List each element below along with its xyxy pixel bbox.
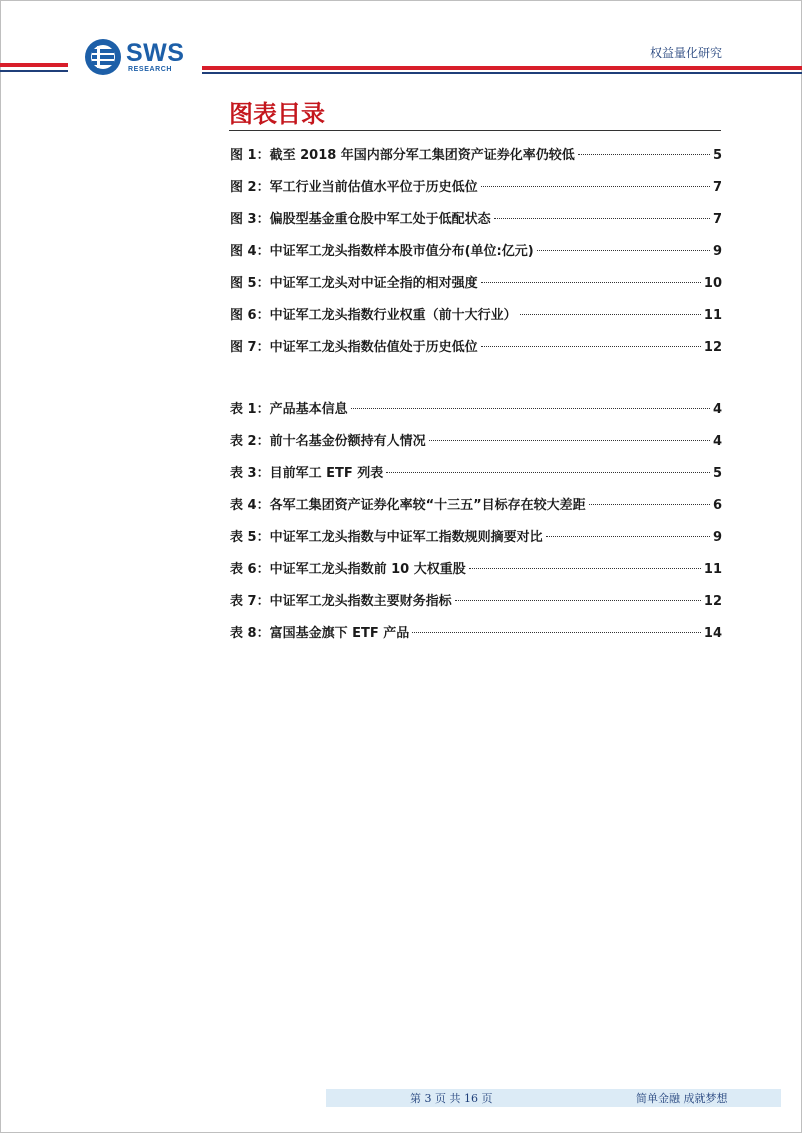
toc-entry-page: 5 [712, 466, 722, 481]
dot-leader [537, 250, 710, 251]
toc-entry-page: 7 [712, 180, 722, 195]
dot-leader [481, 186, 710, 187]
toc-entry-figure[interactable] [230, 242, 722, 274]
toc-entry-page: 5 [712, 148, 722, 163]
toc-entry-label: 图 6：中证军工龙头指数行业权重（前十大行业） [230, 308, 517, 323]
toc-entry-page: 14 [703, 626, 722, 641]
dot-leader [412, 632, 701, 633]
toc-entry-page: 9 [712, 244, 722, 259]
toc-entry-figure[interactable] [230, 146, 722, 178]
toc-title: 图表目录 [229, 100, 325, 128]
toc-entry-table[interactable] [230, 624, 722, 656]
dot-leader [481, 282, 701, 283]
toc-entry-label: 表 5：中证军工龙头指数与中证军工指数规则摘要对比 [230, 530, 543, 545]
toc-entry-label: 表 1：产品基本信息 [230, 402, 348, 417]
toc-entry-table[interactable] [230, 496, 722, 528]
toc-entry-page: 12 [703, 594, 722, 609]
toc-entry-figure[interactable] [230, 274, 722, 306]
toc-entry-table[interactable] [230, 400, 722, 432]
toc-entry-table[interactable] [230, 592, 722, 624]
dot-leader [520, 314, 701, 315]
sws-globe-icon [84, 38, 122, 76]
toc-entry-label: 表 7：中证军工龙头指数主要财务指标 [230, 594, 452, 609]
toc-entry-label: 图 3：偏股型基金重仓股中军工处于低配状态 [230, 212, 491, 227]
toc-entry-label: 表 2：前十名基金份额持有人情况 [230, 434, 426, 449]
header-rule-red-right [202, 66, 802, 70]
dot-leader [351, 408, 710, 409]
toc-entry-page: 4 [712, 402, 722, 417]
logo-subtext: RESEARCH [128, 66, 173, 73]
toc-entry-page: 12 [703, 340, 722, 355]
header-rule-navy-left [0, 70, 68, 72]
toc-entry-label: 表 8：富国基金旗下 ETF 产品 [230, 626, 410, 641]
toc-entry-label: 图 7：中证军工龙头指数估值处于历史低位 [230, 340, 478, 355]
toc-entry-page: 6 [712, 498, 722, 513]
toc-entry-label: 表 3：目前军工 ETF 列表 [230, 466, 384, 481]
toc-entry-table[interactable] [230, 528, 722, 560]
table-list [230, 400, 722, 656]
header-rule-navy-right [202, 72, 802, 74]
toc-entry-page: 9 [712, 530, 722, 545]
toc-entry-table[interactable] [230, 464, 722, 496]
figure-list [230, 146, 722, 370]
toc-entry-page: 10 [703, 276, 722, 291]
toc-entry-page: 4 [712, 434, 722, 449]
toc-entry-label: 表 6：中证军工龙头指数前 10 大权重股 [230, 562, 466, 577]
dot-leader [386, 472, 710, 473]
dot-leader [429, 440, 710, 441]
toc-entry-page: 11 [703, 562, 722, 577]
sws-logo [84, 38, 194, 80]
dot-leader [455, 600, 701, 601]
dot-leader [469, 568, 701, 569]
dot-leader [578, 154, 710, 155]
toc-entry-table[interactable] [230, 560, 722, 592]
toc-entry-figure[interactable] [230, 306, 722, 338]
toc-entry-label: 图 5：中证军工龙头对中证全指的相对强度 [230, 276, 478, 291]
dot-leader [494, 218, 710, 219]
toc-entry-label: 图 2：军工行业当前估值水平位于历史低位 [230, 180, 478, 195]
title-underline [229, 130, 721, 131]
toc-entry-page: 11 [703, 308, 722, 323]
toc-entry-table[interactable] [230, 432, 722, 464]
toc-entry-label: 图 4：中证军工龙头指数样本股市值分布(单位:亿元) [230, 244, 534, 259]
toc-entry-figure[interactable] [230, 178, 722, 210]
footer-page-number: 第 3 页 共 16 页 [410, 1092, 493, 1105]
toc-entry-figure[interactable] [230, 338, 722, 370]
logo-text: SWS [126, 39, 185, 67]
dot-leader [546, 536, 710, 537]
dot-leader [481, 346, 701, 347]
toc-entry-figure[interactable] [230, 210, 722, 242]
toc-entry-label: 图 1：截至 2018 年国内部分军工集团资产证券化率仍较低 [230, 148, 575, 163]
toc-entry-label: 表 4：各军工集团资产证券化率较“十三五”目标存在较大差距 [230, 498, 586, 513]
toc-entry-page: 7 [712, 212, 722, 227]
dot-leader [589, 504, 710, 505]
footer-slogan: 简单金融 成就梦想 [636, 1092, 728, 1105]
report-section-label: 权益量化研究 [649, 46, 722, 60]
header-rule-red-left [0, 63, 68, 67]
